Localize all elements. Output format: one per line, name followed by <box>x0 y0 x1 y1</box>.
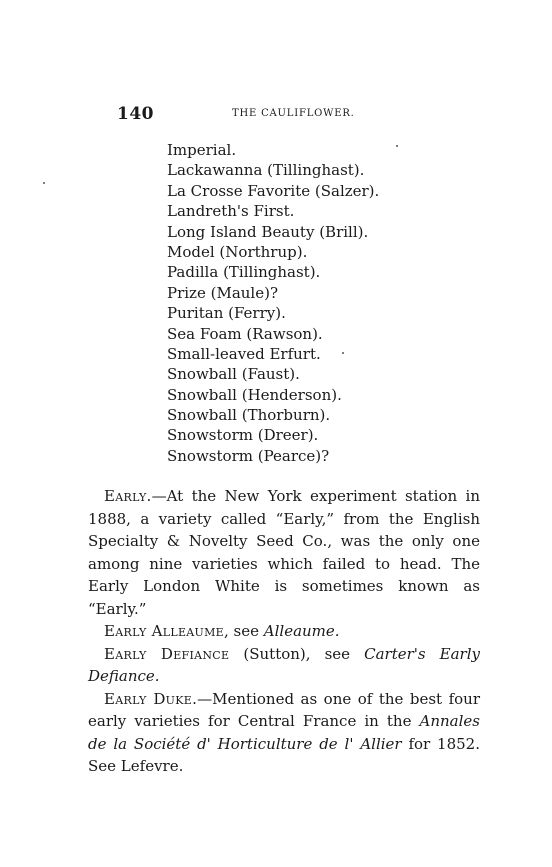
entry-term: Early. <box>104 487 152 505</box>
variety-item: Snowstorm (Pearce)? <box>167 446 330 465</box>
entry-reference: Carter's Early Defiance. <box>88 644 480 685</box>
scan-speck <box>43 182 45 184</box>
entry-text: , see <box>224 622 264 640</box>
entry-term: Early Alleaume <box>104 622 224 640</box>
variety-item: Model (Northrup). <box>167 242 308 261</box>
scan-speck <box>396 145 398 147</box>
running-head: THE CAULIFLOWER. <box>232 108 355 119</box>
variety-item: Snowstorm (Dreer). <box>167 426 319 445</box>
entry-reference: Annales de la Société d' Horticulture de l' Allier <box>88 712 480 753</box>
variety-item: La Crosse Favorite (Salzer). <box>167 181 380 200</box>
variety-item: Snowball (Faust). <box>167 365 300 384</box>
entry-text: —Mentioned as one of the best four early varieties for Central France in the <box>88 689 480 730</box>
variety-item: Snowball (Henderson). <box>167 385 342 404</box>
variety-item: Puritan (Ferry). <box>167 304 286 323</box>
scan-speck <box>342 352 344 354</box>
entry-text: for 1852. See Lefevre. <box>88 734 480 775</box>
entry-term: Early Defiance <box>104 644 230 663</box>
body-text <box>88 485 480 778</box>
entry-early-duke <box>88 688 480 778</box>
variety-item: Lackawanna (Tillinghast). <box>167 161 365 180</box>
variety-item: Landreth's First. <box>167 202 295 221</box>
variety-item: Prize (Maule)? <box>167 283 278 302</box>
variety-item: Imperial. <box>167 141 237 159</box>
entry-reference: Alleaume. <box>263 622 340 640</box>
page-number: 140 <box>117 104 154 124</box>
entry-early-alleaume <box>88 620 480 643</box>
variety-list <box>167 140 379 466</box>
entry-term: Early Duke. <box>104 689 198 708</box>
entry-early-defiance <box>88 643 480 688</box>
variety-item: Sea Foam (Rawson). <box>167 324 323 343</box>
entry-early <box>88 485 480 620</box>
entry-text: —At the New York experiment station in 1888, a variety called “Early,” from the English Specialty & Novelty Seed Co., was the only one among nine varieties which failed to head. The Early London White is sometimes known as “Early.” <box>88 487 480 618</box>
variety-item: Small-leaved Erfurt. <box>167 344 321 363</box>
variety-item: Padilla (Tillinghast). <box>167 263 321 282</box>
variety-item: Long Island Beauty (Brill). <box>167 222 369 241</box>
variety-item: Snowball (Thorburn). <box>167 406 331 425</box>
entry-text: (Sutton), see <box>229 644 365 663</box>
